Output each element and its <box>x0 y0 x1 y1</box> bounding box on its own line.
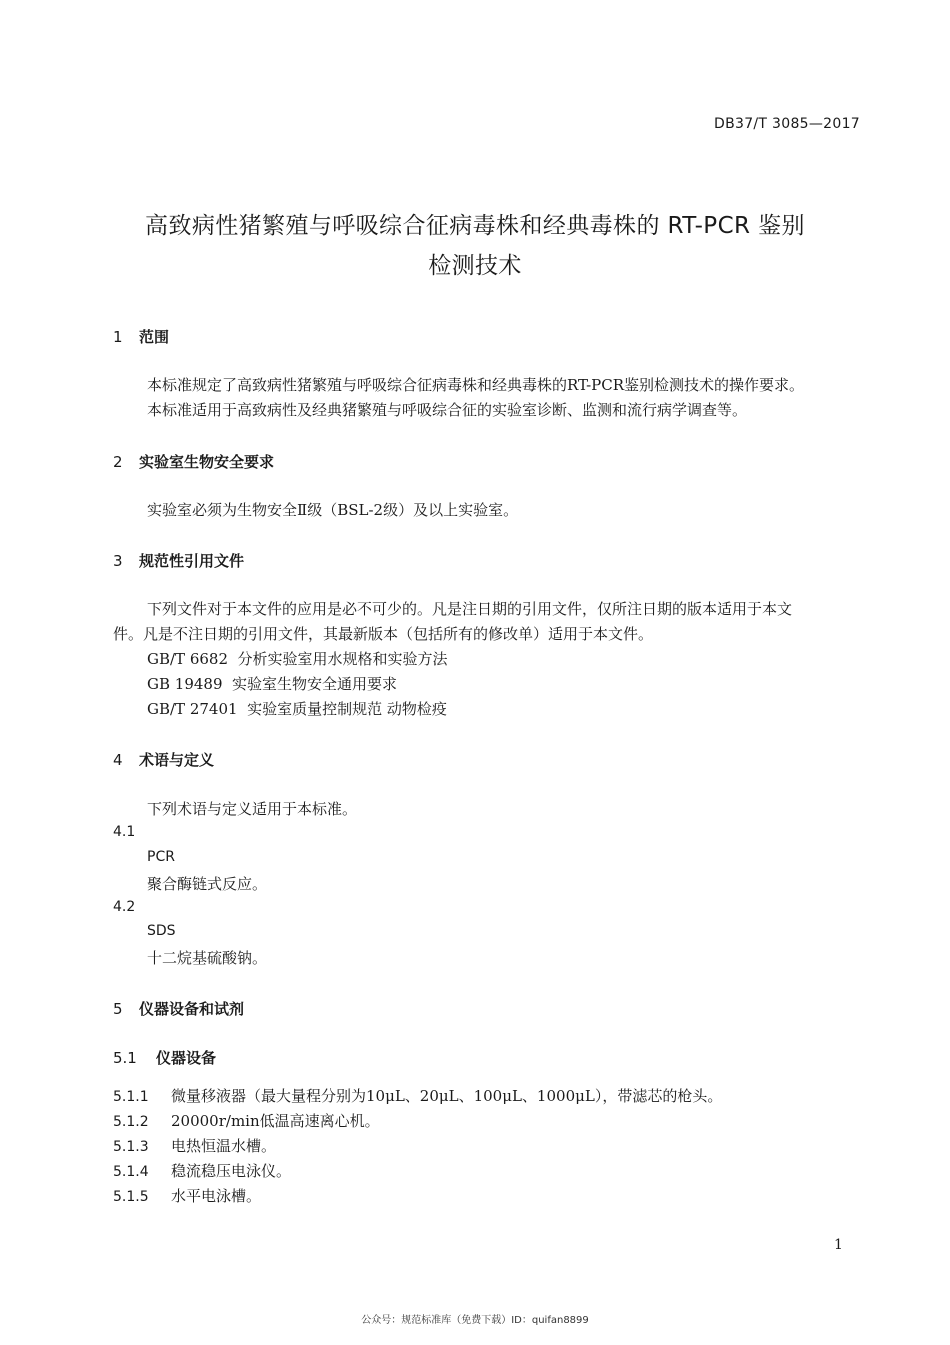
section-number: 2 <box>113 453 123 471</box>
item-text: 微量移液器（最大量程分别为10μL、20μL、100μL、1000μL），带滤芯的枪头。 <box>171 1087 723 1105</box>
section-number: 4 <box>113 751 123 769</box>
term-definition: 十二烷基硫酸钠。 <box>147 949 268 967</box>
section-number: 5 <box>113 1000 123 1018</box>
section-1-paragraph-1: 本标准规定了高致病性猪繁殖与呼吸综合征病毒株和经典毒株的RT-PCR鉴别检测技术的操作要求。 <box>147 376 805 394</box>
section-1-paragraph-2: 本标准适用于高致病性及经典猪繁殖与呼吸综合征的实验室诊断、监测和流行病学调查等。 <box>147 401 748 419</box>
section-4-paragraph: 下列术语与定义适用于本标准。 <box>147 800 358 818</box>
item-text: 稳流稳压电泳仪。 <box>171 1162 292 1180</box>
document-title-line-2: 检测技术 <box>428 253 522 279</box>
section-title: 仪器设备和试剂 <box>139 1000 245 1018</box>
section-title: 范围 <box>139 328 170 346</box>
equipment-item <box>113 1185 261 1206</box>
subsection-title: 仪器设备 <box>156 1049 217 1067</box>
equipment-item <box>113 1135 276 1156</box>
term-name: PCR <box>147 849 175 865</box>
section-3-paragraph-line-1: 下列文件对于本文件的应用是必不可少的。凡是注日期的引用文件，仅所注日期的版本适用于本文 <box>147 600 793 618</box>
item-text: 20000r/min低温高速离心机。 <box>171 1112 380 1130</box>
term-definition: 聚合酶链式反应。 <box>147 875 268 893</box>
reference-item: GB/T 6682 分析实验室用水规格和实验方法 <box>147 650 448 668</box>
equipment-item <box>113 1160 291 1181</box>
section-2-heading <box>113 451 274 472</box>
section-title: 术语与定义 <box>139 751 215 769</box>
term-number: 4.2 <box>113 899 136 915</box>
section-number: 1 <box>113 328 123 346</box>
subsection-number: 5.1 <box>113 1049 137 1067</box>
item-number: 5.1.5 <box>113 1189 149 1205</box>
term-number: 4.1 <box>113 824 136 840</box>
section-5-heading <box>113 998 244 1019</box>
item-text: 电热恒温水槽。 <box>171 1137 277 1155</box>
section-3-paragraph-line-2: 件。凡是不注日期的引用文件，其最新版本（包括所有的修改单）适用于本文件。 <box>113 625 654 643</box>
item-number: 5.1.4 <box>113 1164 149 1180</box>
section-2-paragraph: 实验室必须为生物安全Ⅱ级（BSL-2级）及以上实验室。 <box>147 501 519 519</box>
section-1-heading <box>113 326 169 347</box>
equipment-item <box>113 1110 380 1131</box>
item-number: 5.1.1 <box>113 1089 149 1105</box>
page-number: 1 <box>834 1237 843 1253</box>
section-4-heading <box>113 749 214 770</box>
subsection-5-1-heading <box>113 1047 216 1068</box>
item-text: 水平电泳槽。 <box>171 1187 262 1205</box>
item-number: 5.1.3 <box>113 1139 149 1155</box>
section-title: 实验室生物安全要求 <box>139 453 275 471</box>
document-title-line-1: 高致病性猪繁殖与呼吸综合征病毒株和经典毒株的 RT-PCR 鉴别 <box>145 213 805 239</box>
section-3-heading <box>113 550 244 571</box>
term-name: SDS <box>147 923 176 939</box>
footer-note: 公众号：规范标准库（免费下载）ID：quifan8899 <box>361 1315 589 1326</box>
item-number: 5.1.2 <box>113 1114 149 1130</box>
standard-code: DB37/T 3085—2017 <box>714 116 860 132</box>
equipment-item <box>113 1085 722 1106</box>
section-number: 3 <box>113 552 123 570</box>
reference-item: GB 19489 实验室生物安全通用要求 <box>147 675 398 693</box>
reference-item: GB/T 27401 实验室质量控制规范 动物检疫 <box>147 700 447 718</box>
section-title: 规范性引用文件 <box>139 552 245 570</box>
